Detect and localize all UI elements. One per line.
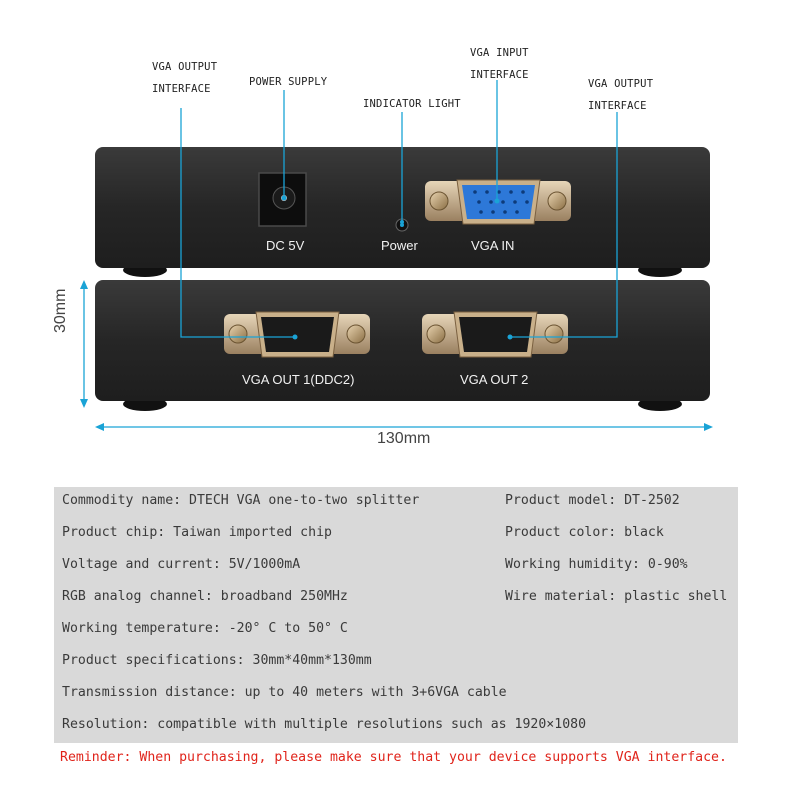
vga-pin xyxy=(503,210,507,214)
spec-commodity-name: Commodity name: DTECH VGA one-to-two splitter xyxy=(62,493,420,508)
spec-product-chip: Product chip: Taiwan imported chip xyxy=(62,525,332,540)
callout-text: INTERFACE xyxy=(152,83,211,95)
vga-pin xyxy=(477,200,481,204)
dimension-height-arrow xyxy=(80,280,88,408)
vga-pin xyxy=(515,210,519,214)
vga-pin xyxy=(509,190,513,194)
callout-text: INTERFACE xyxy=(588,100,647,112)
reminder-text: Reminder: When purchasing, please make sure that your device supports VGA interface. xyxy=(60,750,727,765)
spec-rgb-channel: RGB analog channel: broadband 250MHz xyxy=(62,589,348,604)
vga-face xyxy=(459,317,532,352)
callout-indicator-light: INDICATOR LIGHT xyxy=(363,98,461,110)
callout-text: VGA OUTPUT xyxy=(152,61,218,73)
callout-dot xyxy=(508,335,513,340)
spec-product-model: Product model: DT-2502 xyxy=(505,493,680,508)
vga-out1-port xyxy=(224,312,370,357)
vga-screw xyxy=(548,192,566,210)
vga-pin xyxy=(489,200,493,204)
callout-power-supply: POWER SUPPLY xyxy=(249,76,328,88)
callout-text: VGA INPUT xyxy=(470,47,529,59)
spec-working-temperature: Working temperature: -20° C to 50° C xyxy=(62,621,348,636)
height-dimension-label: 30mm xyxy=(52,288,69,333)
vga-in-label: VGA IN xyxy=(471,238,515,253)
vga-pin xyxy=(473,190,477,194)
vga-pin xyxy=(521,190,525,194)
vga-screw xyxy=(229,325,247,343)
vga-pin xyxy=(497,190,501,194)
vga-screw xyxy=(545,325,563,343)
vga-out2-port xyxy=(422,312,568,357)
power-label: Power xyxy=(381,238,418,253)
vga-pin xyxy=(513,200,517,204)
vga-out1-label: VGA OUT 1(DDC2) xyxy=(242,372,355,387)
spec-product-color: Product color: black xyxy=(505,525,664,540)
bottom-unit-panel xyxy=(95,280,710,401)
callout-dot xyxy=(400,220,404,224)
width-dimension-label: 130mm xyxy=(377,430,431,447)
dc-5v-label: DC 5V xyxy=(266,238,305,253)
vga-pin xyxy=(485,190,489,194)
callout-text: VGA OUTPUT xyxy=(588,78,654,90)
vga-pin xyxy=(525,200,529,204)
vga-out2-label: VGA OUT 2 xyxy=(460,372,529,387)
spec-product-specifications: Product specifications: 30mm*40mm*130mm xyxy=(62,653,372,668)
callout-dot xyxy=(282,196,287,201)
vga-screw xyxy=(347,325,365,343)
vga-screw xyxy=(430,192,448,210)
spec-resolution: Resolution: compatible with multiple resolutions such as 1920×1080 xyxy=(62,717,587,732)
spec-voltage-current: Voltage and current: 5V/1000mA xyxy=(62,557,301,572)
vga-screw xyxy=(427,325,445,343)
callout-dot xyxy=(495,199,500,204)
vga-pin xyxy=(491,210,495,214)
spec-transmission-distance: Transmission distance: up to 40 meters with 3+6VGA cable xyxy=(62,685,507,700)
vga-pin xyxy=(501,200,505,204)
callout-text: INTERFACE xyxy=(470,69,529,81)
vga-face xyxy=(261,317,334,352)
callout-dot xyxy=(293,335,298,340)
spec-working-humidity: Working humidity: 0-90% xyxy=(505,557,688,572)
bottom-unit xyxy=(95,280,710,411)
spec-wire-material: Wire material: plastic shell xyxy=(505,589,728,604)
vga-pin xyxy=(479,210,483,214)
